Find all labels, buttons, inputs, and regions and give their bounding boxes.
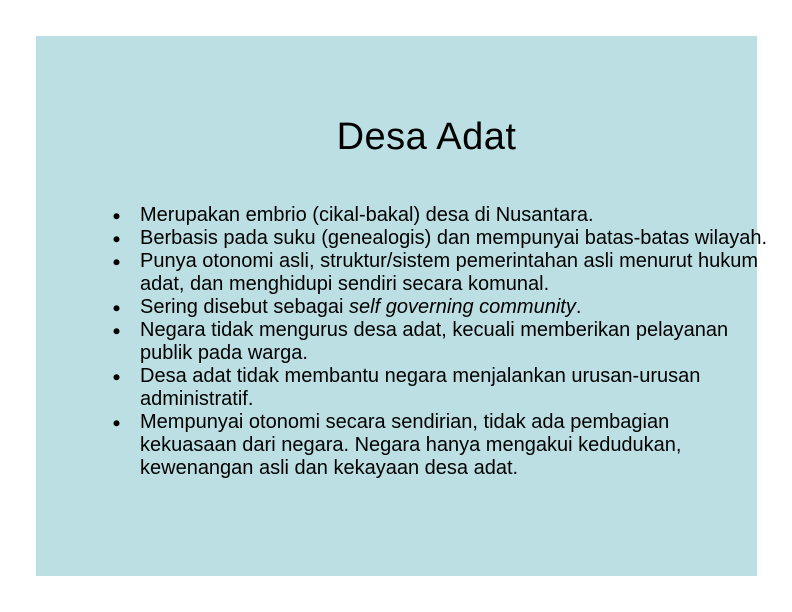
bullet-dot-icon: ⦁ <box>113 414 120 430</box>
bullet-item <box>110 204 770 227</box>
bullet-dot-icon: ⦁ <box>113 253 120 269</box>
bullet-item <box>110 365 770 411</box>
bullet-item <box>110 250 770 296</box>
bullet-text-italic: self governing community <box>349 296 576 318</box>
bullet-dot-icon: ⦁ <box>113 230 120 246</box>
bullet-list <box>110 204 770 480</box>
bullet-text: Mempunyai otonomi secara sendirian, tidak ada pembagian kekuasaan dari negara. Negara hanya mengakui kedudukan, kewenangan asli dan kekayaan desa adat. <box>140 411 682 479</box>
slide-panel <box>36 36 768 576</box>
bullet-dot-icon: ⦁ <box>113 368 120 384</box>
slide-title: Desa Adat <box>336 116 517 158</box>
bullet-item <box>110 227 770 250</box>
bullet-text-before: Sering disebut sebagai <box>140 296 350 318</box>
bullet-dot-icon: ⦁ <box>113 207 120 223</box>
bullet-text: Merupakan embrio (cikal-bakal) desa di Nusantara. <box>140 204 594 226</box>
bullet-text: Berbasis pada suku (genealogis) dan mempunyai batas-batas wilayah. <box>140 227 768 249</box>
bullet-text <box>140 296 770 319</box>
bullet-dot-icon: ⦁ <box>113 322 120 338</box>
bullet-text: Desa adat tidak membantu negara menjalankan urusan-urusan administratif. <box>140 365 701 410</box>
bullet-item <box>110 296 770 319</box>
bullet-text-after: . <box>575 296 582 318</box>
bullet-dot-icon: ⦁ <box>113 299 120 315</box>
bullet-text: Punya otonomi asli, struktur/sistem pemerintahan asli menurut hukum adat, dan menghidupi sendiri secara komunal. <box>140 250 759 295</box>
bullet-item <box>110 411 770 480</box>
bullet-text: Negara tidak mengurus desa adat, kecuali memberikan pelayanan publik pada warga. <box>140 319 729 364</box>
bullet-item <box>110 319 770 365</box>
